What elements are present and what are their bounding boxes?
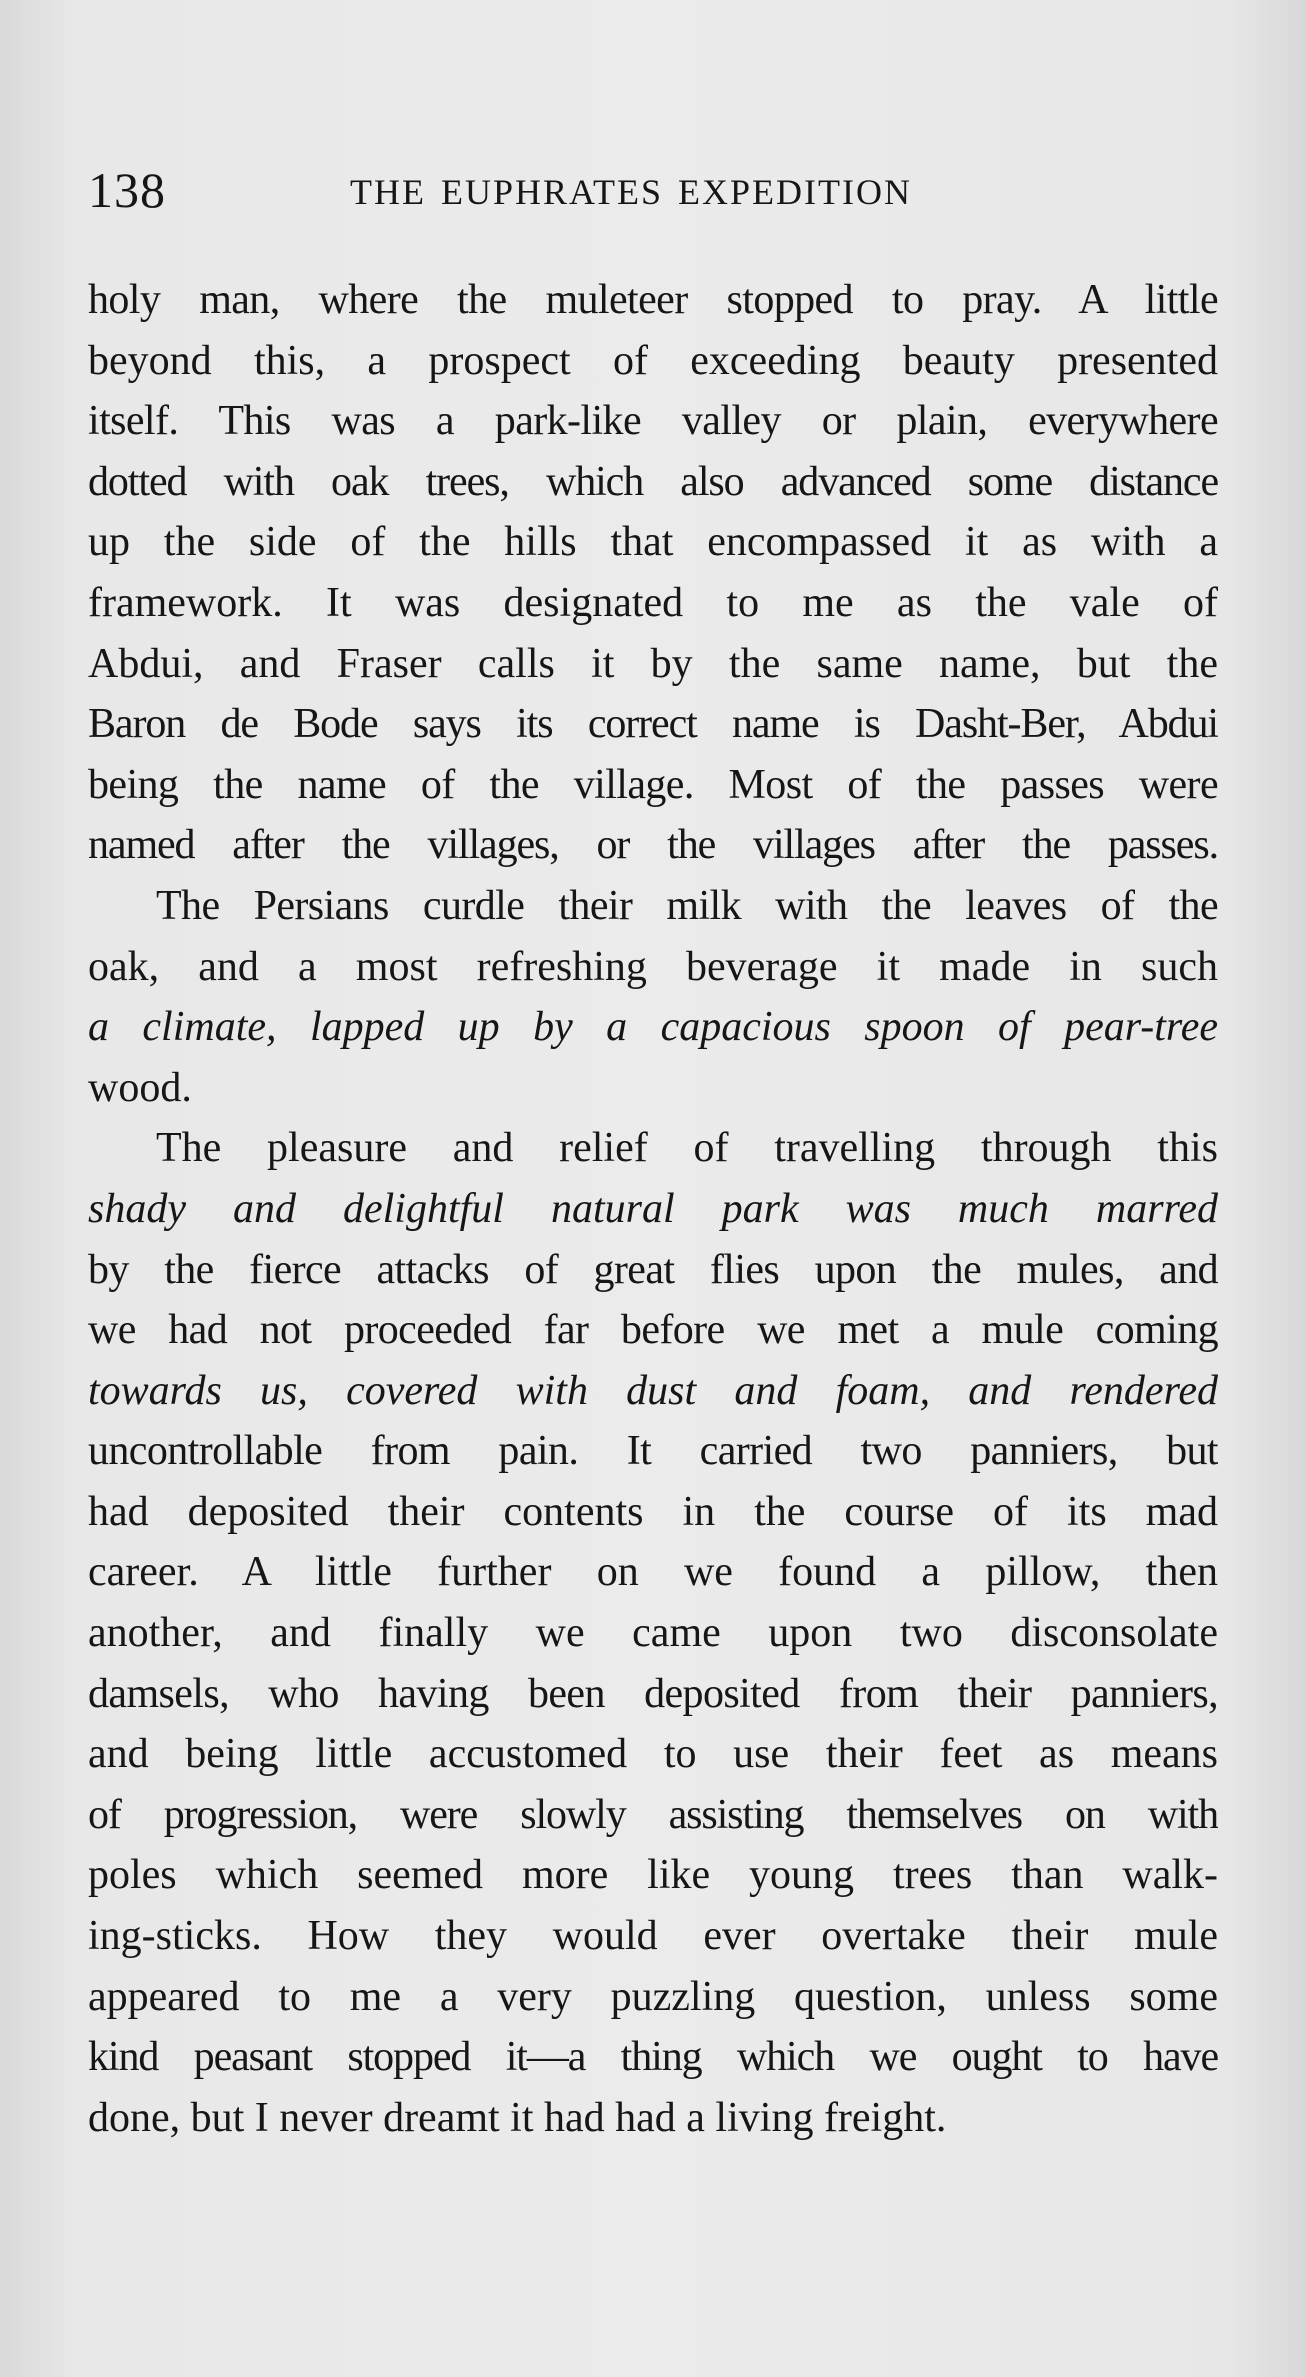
text-line: itself. This was a park-like valley or plain, everywhere [88, 398, 1218, 445]
text-line: appeared to me a very puzzling question, unless some [88, 1973, 1218, 2020]
text-line: framework. It was designated to me as the vale of [88, 579, 1218, 626]
page-header [88, 160, 1216, 220]
italic-phrase: a climate, lapped up by a capacious spoon of pear-tree [88, 1004, 1218, 1051]
text-line: ing-sticks. How they would ever overtake their mule [88, 1913, 1218, 1960]
text-line: The pleasure and relief of travelling through this [156, 1125, 1218, 1172]
text-line: named after the villages, or the villages after the passes. [88, 822, 1218, 869]
page-number: 138 [88, 162, 166, 218]
text-line: The Persians curdle their milk with the leaves of the [156, 882, 1218, 929]
text-line: shady and delightful natural park was much marred [88, 1185, 1218, 1232]
text-line: Baron de Bode says its correct name is Dasht-Ber, Abdui [88, 701, 1218, 748]
text-line: done, but I never dreamt it had had a living freight. [88, 2094, 947, 2141]
paragraph-2 [88, 876, 1218, 1118]
text-line: and being little accustomed to use their feet as means [88, 1731, 1218, 1778]
paragraph-3 [88, 1118, 1218, 2148]
text-line: kind peasant stopped it—a thing which we ought to have [88, 2034, 1218, 2081]
text-line: oak, and a most refreshing beverage it made in such [88, 943, 1218, 990]
text-line: by the fierce attacks of great flies upon the mules, and [88, 1246, 1218, 1293]
text-line: being the name of the village. Most of the passes were [88, 761, 1218, 808]
text-line: up the side of the hills that encompassed it as with a [88, 519, 1218, 566]
text-line: Abdui, and Fraser calls it by the same name, but the [88, 640, 1218, 687]
text-line: dotted with oak trees, which also advanced some distance [88, 458, 1218, 505]
text-line: uncontrollable from pain. It carried two panniers, but [88, 1428, 1218, 1475]
paragraph-1 [88, 270, 1218, 876]
text-line: holy man, where the muleteer stopped to pray. A little [88, 277, 1218, 323]
text-line: towards us, covered with dust and foam, and rendered [88, 1367, 1218, 1414]
running-title: THE EUPHRATES EXPEDITION [350, 172, 912, 212]
text-line: beyond this, a prospect of exceeding beauty presented [88, 337, 1218, 384]
text-line: of progression, were slowly assisting themselves on with [88, 1791, 1218, 1838]
text-line: poles which seemed more like young trees than walk- [88, 1852, 1218, 1899]
text-line: career. A little further on we found a pillow, then [88, 1549, 1218, 1596]
text-line: had deposited their contents in the course of its mad [88, 1488, 1218, 1535]
body-text [88, 270, 1218, 2148]
text-line [88, 997, 1218, 1058]
text-line: wood. [88, 1064, 192, 1111]
text-line: another, and finally we came upon two disconsolate [88, 1610, 1218, 1657]
text-line: damsels, who having been deposited from their panniers, [88, 1670, 1218, 1717]
text-line: we had not proceeded far before we met a mule coming [88, 1307, 1218, 1354]
